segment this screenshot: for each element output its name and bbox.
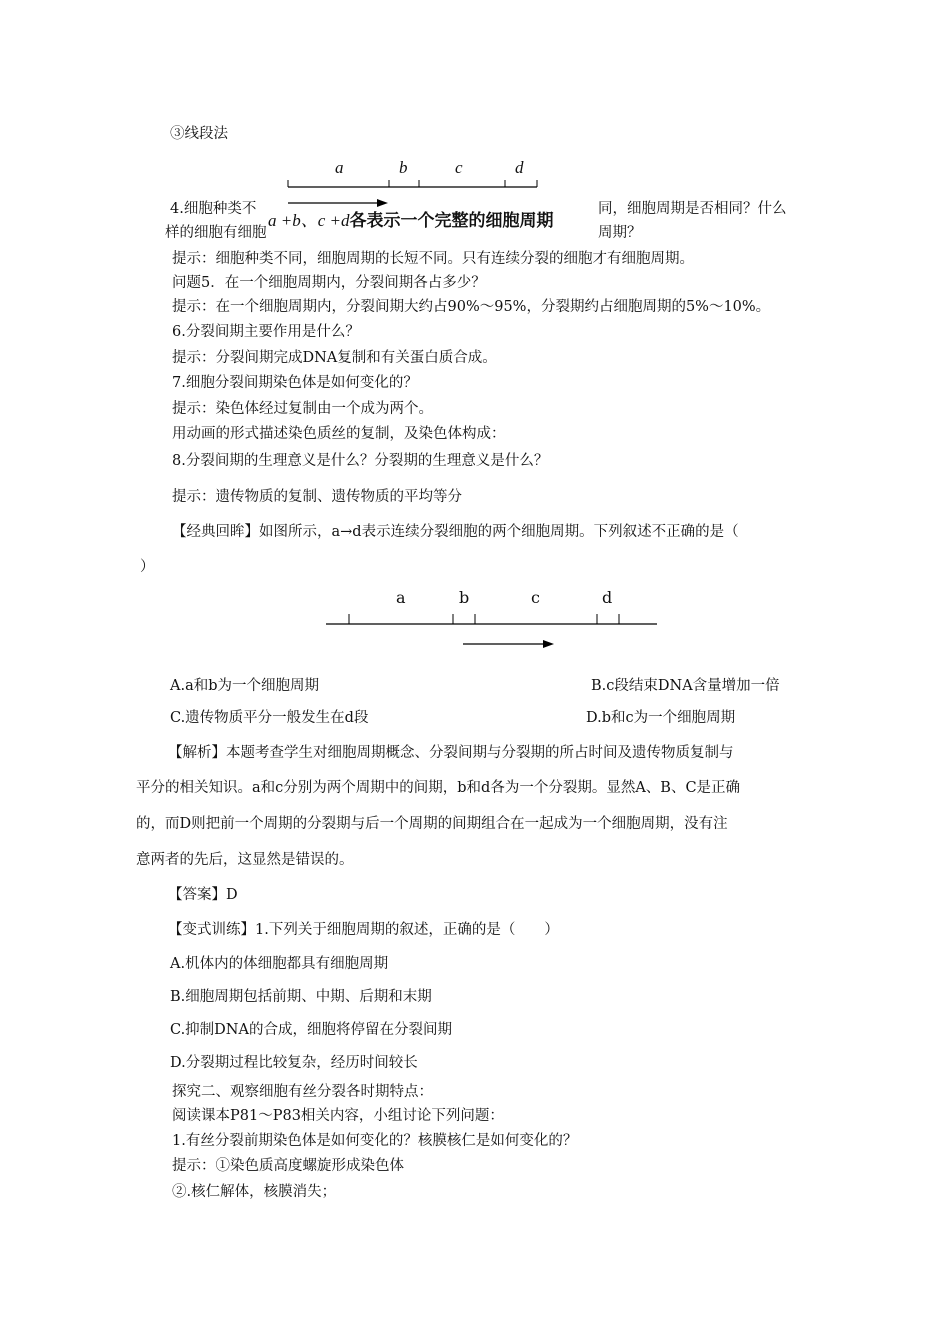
hint-8: 提示：遗传物质的复制、遗传物质的平均等分 (172, 489, 462, 505)
fig1-arrowhead (377, 199, 388, 207)
fig1-caption (268, 212, 554, 231)
question-7: 7.细胞分裂间期染色体是如何变化的？ (172, 375, 418, 391)
fig2-label-d: d (602, 588, 613, 607)
question-6: 6.分裂间期主要作用是什么？ (172, 324, 360, 340)
explore-2-question-1: 1.有丝分裂前期染色体是如何变化的？核膜核仁是如何变化的？ (172, 1133, 578, 1149)
option-a: A.a和b为一个细胞周期 (170, 678, 320, 694)
option-c: C.遗传物质平分一般发生在d段 (170, 710, 369, 726)
variant-option-b: B.细胞周期包括前期、中期、后期和末期 (170, 989, 432, 1005)
fig1-label-b: b (399, 158, 408, 177)
variant-option-c: C.抑制DNA的合成，细胞将停留在分裂间期 (170, 1022, 452, 1038)
hint-5: 提示：在一个细胞周期内，分裂间期大约占90%～95%，分裂期约占细胞周期的5%～10%。 (172, 299, 771, 315)
fig2-label-a: a (396, 588, 406, 607)
question-8: 8.分裂间期的生理意义是什么？分裂期的生理意义是什么？ (172, 453, 549, 469)
explore-2-hint-2: ②.核仁解体，核膜消失； (172, 1184, 337, 1200)
analysis-line-2: 平分的相关知识。a和c分别为两个周期中的间期，b和d各为一个分裂期。显然A、B、C是正确 (136, 780, 741, 796)
explore-2-heading: 探究二、观察细胞有丝分裂各时期特点： (172, 1084, 433, 1100)
question-4-part3: 样的细胞有细胞 (165, 225, 267, 241)
fig1-label-a: a (335, 158, 344, 177)
analysis-line-1: 【解析】本题考查学生对细胞周期概念、分裂间期与分裂期的所占时间及遗传物质复制与 (168, 745, 734, 761)
hint-4: 提示：细胞种类不同，细胞周期的长短不同。只有连续分裂的细胞才有细胞周期。 (172, 251, 694, 267)
variant-question: 【变式训练】1.下列关于细胞周期的叙述，正确的是（ ） (168, 922, 559, 938)
explore-2-reading: 阅读课本P81～P83相关内容，小组讨论下列问题： (172, 1108, 504, 1124)
section-line-method: ③线段法 (170, 126, 228, 142)
fig2-arrowhead (543, 640, 554, 648)
fig1-caption-vars: a +b、c +d (268, 211, 350, 230)
fig2-label-b: b (459, 588, 470, 607)
fig1-label-d: d (515, 158, 524, 177)
animation-note: 用动画的形式描述染色质丝的复制，及染色体构成： (172, 426, 506, 442)
fig1-caption-text: 各表示一个完整的细胞周期 (349, 211, 554, 231)
question-4-part1: 4.细胞种类不 (170, 201, 257, 217)
question-4-part4: 周期？ (598, 225, 642, 241)
variant-option-a: A.机体内的体细胞都具有细胞周期 (170, 956, 389, 972)
option-b: B.c段结束DNA含量增加一倍 (591, 678, 780, 694)
question-4-part2: 同，细胞周期是否相同？什么 (598, 201, 787, 217)
fig1-label-c: c (455, 158, 463, 177)
option-d: D.b和c为一个细胞周期 (586, 710, 736, 726)
classic-review-question: 【经典回眸】如图所示，a→d表示连续分裂细胞的两个细胞周期。下列叙述不正确的是（ (172, 524, 739, 540)
explore-2-hint-1: 提示：①染色质高度螺旋形成染色体 (172, 1158, 404, 1174)
hint-6: 提示：分裂间期完成DNA复制和有关蛋白质合成。 (172, 350, 497, 366)
answer: 【答案】D (168, 887, 238, 903)
fig2-label-c: c (531, 588, 540, 607)
analysis-line-4: 意两者的先后，这显然是错误的。 (136, 852, 354, 868)
variant-option-d: D.分裂期过程比较复杂，经历时间较长 (170, 1055, 418, 1071)
classic-review-paren: ） (140, 559, 155, 575)
hint-7: 提示：染色体经过复制由一个成为两个。 (172, 401, 433, 417)
analysis-line-3: 的，而D则把前一个周期的分裂期与后一个周期的间期组合在一起成为一个细胞周期，没有注 (136, 816, 728, 832)
question-5: 问题5．在一个细胞周期内，分裂间期各占多少？ (172, 275, 486, 291)
